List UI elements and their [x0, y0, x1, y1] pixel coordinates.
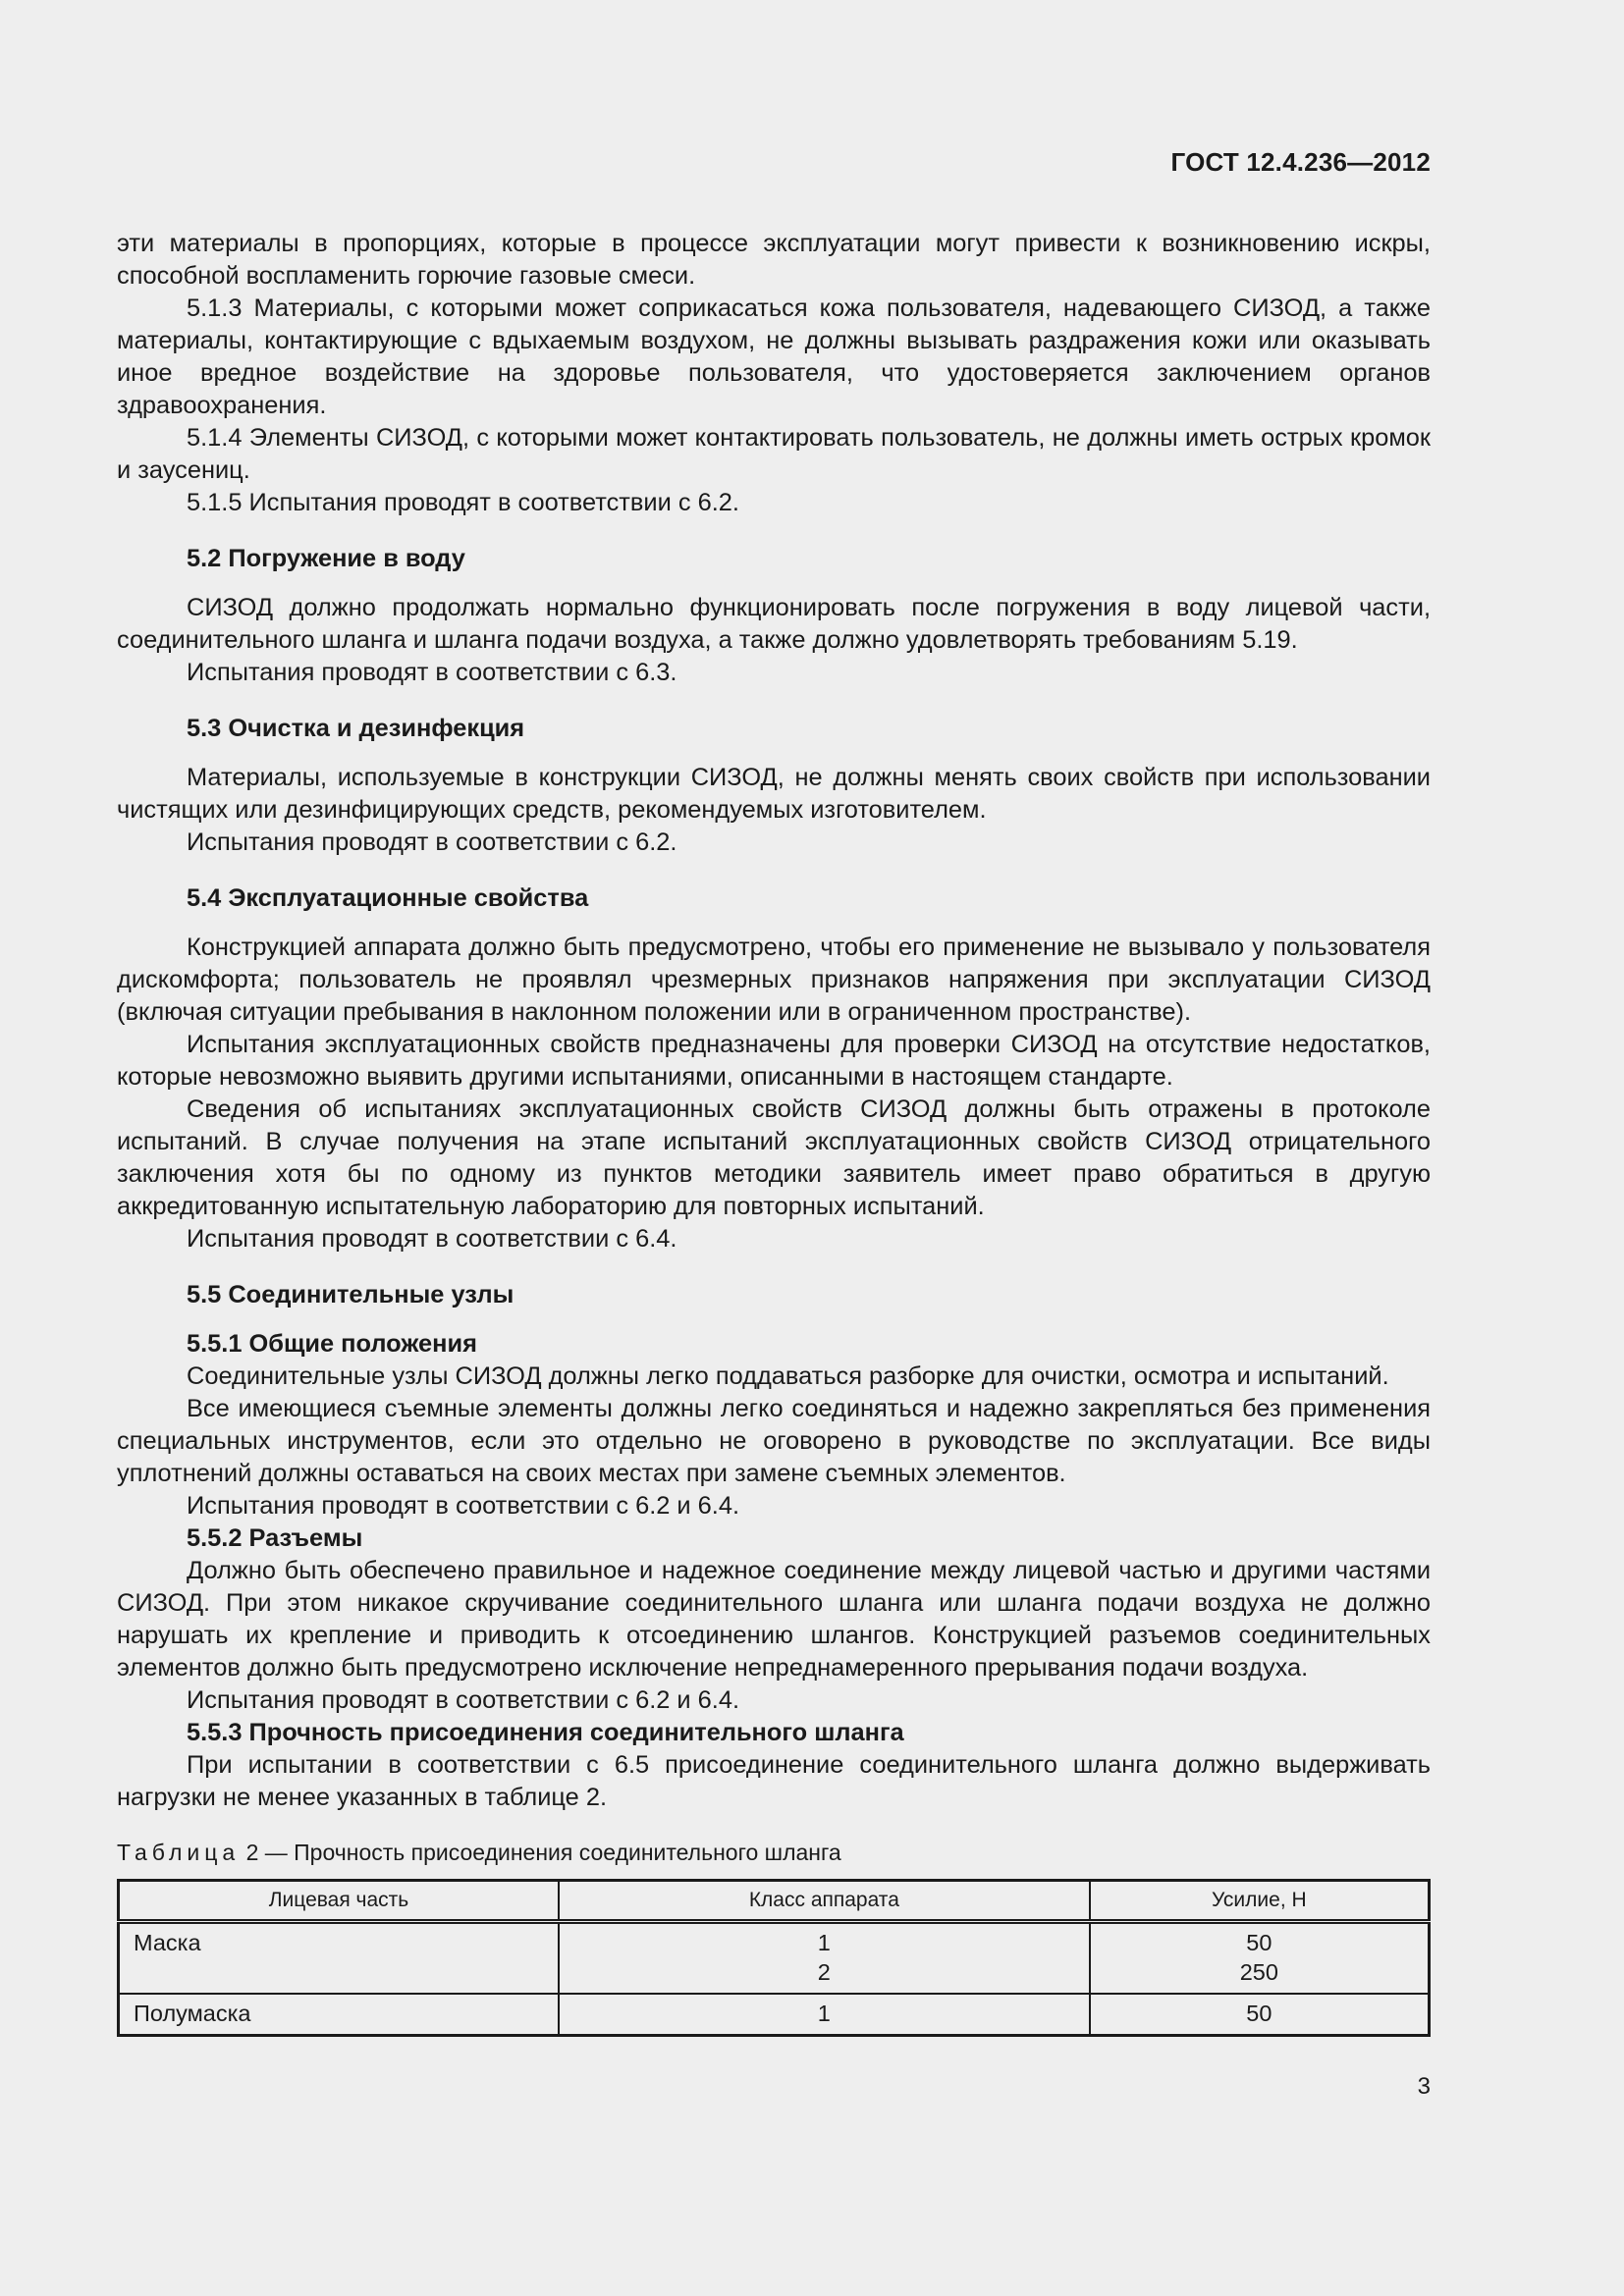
table-row	[119, 1994, 1430, 2036]
subsection-heading-5-5-3: 5.5.3 Прочность присоединения соединительного шланга	[187, 1719, 904, 1746]
paragraph: Испытания эксплуатационных свойств предназначены для проверки СИЗОД на отсутствие недостатков, которые невозможно выявить другими испытаниями, описанными в настоящем стандарте.	[117, 1031, 1431, 1091]
paragraph: Испытания проводят в соответствии с 6.2.	[187, 828, 677, 856]
table-row	[119, 1922, 1430, 1995]
table-caption	[117, 1838, 1431, 1867]
paragraph: Материалы, используемые в конструкции СИЗОД, не должны менять своих свойств при использовании чистящих или дезинфицирующих средств, рекомендуемых изготовителем.	[117, 764, 1431, 824]
paragraph: Соединительные узлы СИЗОД должны легко поддаваться разборке для очистки, осмотра и испытаний.	[187, 1362, 1389, 1390]
table-cell-class	[559, 1994, 1090, 2036]
table-cell-class	[559, 1922, 1090, 1995]
section-heading-5-2: 5.2 Погружение в воду	[187, 545, 465, 572]
table-caption-label: Таблица	[117, 1840, 241, 1865]
paragraph: 5.1.3 Материалы, с которыми может соприкасаться кожа пользователя, надевающего СИЗОД, а также материалы, контактирующие с вдыхаемым воздухом, не должны вызывать раздражения кожи или оказывать иное вредное воздействие на здоровье пользователя, что удостоверяется заключением органов здравоохранения.	[117, 294, 1431, 419]
paragraph: эти материалы в пропорциях, которые в процессе эксплуатации могут привести к возникновению искры, способной воспламенить горючие газовые смеси.	[117, 230, 1431, 290]
section-heading-5-4: 5.4 Эксплуатационные свойства	[187, 884, 589, 912]
paragraph: Все имеющиеся съемные элементы должны легко соединяться и надежно закрепляться без применения специальных инструментов, если это отдельно не оговорено в руководстве по эксплуатации. Все виды уплотнений должны оставаться на своих местах при замене съемных элементов.	[117, 1395, 1431, 1487]
table-cell-value: 50	[1246, 1930, 1272, 1955]
document-header: ГОСТ 12.4.236—2012	[1170, 147, 1431, 177]
paragraph: 5.1.4 Элементы СИЗОД, с которыми может контактировать пользователь, не должны иметь острых кромок и заусениц.	[117, 424, 1431, 484]
table-header-cell: Класс аппарата	[559, 1881, 1090, 1922]
paragraph: Испытания проводят в соответствии с 6.2 и 6.4.	[187, 1686, 740, 1714]
subsection-heading-5-5-2: 5.5.2 Разъемы	[187, 1524, 363, 1552]
paragraph: Испытания проводят в соответствии с 6.3.	[187, 659, 677, 686]
table-cell-force	[1090, 1994, 1430, 2036]
paragraph: Сведения об испытаниях эксплуатационных свойств СИЗОД должны быть отражены в протоколе испытаний. В случае получения на этапе испытаний эксплуатационных свойств СИЗОД отрицательного заключения хотя бы по одному из пунктов методики заявитель имеет право обратиться в другую аккредитованную испытательную лабораторию для повторных испытаний.	[117, 1095, 1431, 1220]
table-cell-face: Полумаска	[119, 1994, 560, 2036]
paragraph: Испытания проводят в соответствии с 6.2 и 6.4.	[187, 1492, 740, 1520]
table-header-cell: Усилие, Н	[1090, 1881, 1430, 1922]
subsection-heading-5-5-1: 5.5.1 Общие положения	[187, 1330, 477, 1358]
paragraph: Должно быть обеспечено правильное и надежное соединение между лицевой частью и другими частями СИЗОД. При этом никакое скручивание соединительного шланга или шланга подачи воздуха не должно нарушать их крепление и приводить к отсоединению шлангов. Конструкцией разъемов соединительных элементов должно быть предусмотрено исключение непреднамеренного прерывания подачи воздуха.	[117, 1557, 1431, 1682]
table-cell-force	[1090, 1922, 1430, 1995]
paragraph: 5.1.5 Испытания проводят в соответствии с 6.2.	[187, 489, 739, 516]
table-cell-value: 50	[1246, 2001, 1272, 2026]
section-heading-5-5: 5.5 Соединительные узлы	[187, 1281, 514, 1308]
table-cell-value: 250	[1239, 1959, 1278, 1985]
page-number: 3	[1417, 2073, 1431, 2100]
section-heading-5-3: 5.3 Очистка и дезинфекция	[187, 715, 525, 742]
table-caption-text: 2 — Прочность присоединения соединительного шланга	[245, 1840, 841, 1865]
data-table	[117, 1879, 1431, 2037]
document-body	[117, 228, 1431, 2037]
paragraph: Конструкцией аппарата должно быть предусмотрено, чтобы его применение не вызывало у пользователя дискомфорта; пользователь не проявлял чрезмерных признаков напряжения при эксплуатации СИЗОД (включая ситуации пребывания в наклонном положении или в ограниченном пространстве).	[117, 934, 1431, 1026]
table-header-cell: Лицевая часть	[119, 1881, 560, 1922]
table-cell-face: Маска	[119, 1922, 560, 1995]
paragraph: При испытании в соответствии с 6.5 присоединение соединительного шланга должно выдерживать нагрузки не менее указанных в таблице 2.	[117, 1751, 1431, 1811]
table-cell-value: 1	[817, 1930, 831, 1955]
paragraph: Испытания проводят в соответствии с 6.4.	[187, 1225, 677, 1253]
table-header-row	[119, 1881, 1430, 1922]
table-cell-value: 2	[817, 1959, 831, 1985]
table-cell-value: 1	[817, 2001, 831, 2026]
paragraph: СИЗОД должно продолжать нормально функционировать после погружения в воду лицевой части, соединительного шланга и шланга подачи воздуха, а также должно удовлетворять требованиям 5.19.	[117, 594, 1431, 654]
